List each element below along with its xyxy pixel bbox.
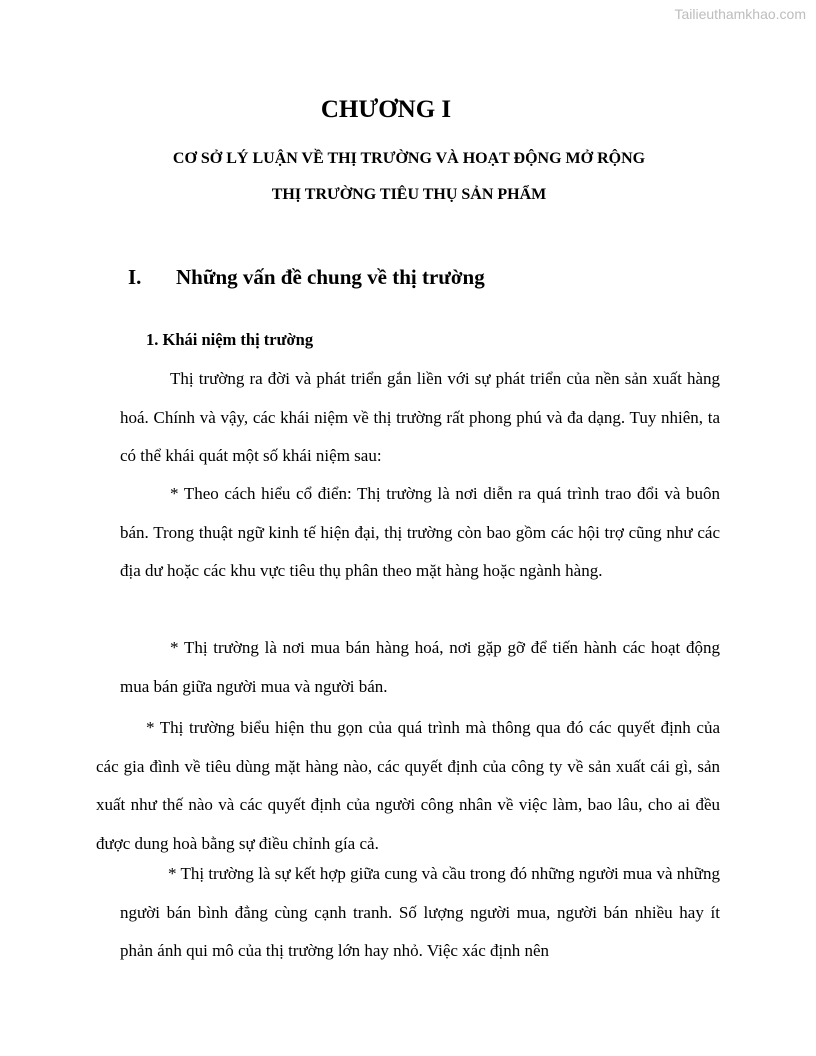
chapter-subtitle-line-1: CƠ SỞ LÝ LUẬN VỀ THỊ TRƯỜNG VÀ HOẠT ĐỘNG MỞ RỘNG [172, 150, 646, 167]
subsection-heading: 1. Khái niệm thị trường [146, 330, 314, 349]
paragraph-trading-place: * Thị trường là nơi mua bán hàng hoá, nơi gặp gỡ để tiến hành các hoạt động mua bán giữa người mua và người bán. [120, 638, 720, 696]
section-number: I. [128, 265, 142, 289]
paragraph-decision-process: * Thị trường biểu hiện thu gọn của quá trình mà thông qua đó các quyết định của các gia đình về tiêu dùng mặt hàng nào, các quyết định của công ty về sản xuất cái gì, sản xuất như thế nào và các quyết định của người công nhân về việc làm, bao lâu, cho ai đều được dung hoà bằng sự điều chỉnh gía cả. [96, 718, 720, 853]
paragraph-supply-demand: * Thị trường là sự kết hợp giữa cung và cầu trong đó những người mua và những người bán bình đẳng cùng cạnh tranh. Số lượng người mua, người bán nhiều hay ít phản ánh qui mô của thị trường lớn hay nhỏ. Việc xác định nên [120, 864, 720, 960]
paragraph-classical-definition: * Theo cách hiểu cổ điển: Thị trường là nơi diễn ra quá trình trao đổi và buôn bán. Trong thuật ngữ kinh tế hiện đại, thị trường còn bao gồm các hội trợ cũng như các địa dư hoặc các khu vực tiêu thụ phân theo mặt hàng hoặc ngành hàng. [120, 484, 720, 580]
watermark: Tailieuthamkhao.com [674, 6, 806, 22]
paragraph-intro: Thị trường ra đời và phát triển gắn liền với sự phát triển của nền sản xuất hàng hoá. Chính và vậy, các khái niệm về thị trường rất phong phú và đa dạng. Tuy nhiên, ta có thể khái quát một số khái niệm sau: [120, 369, 720, 465]
chapter-subtitle-line-2: THỊ TRƯỜNG TIÊU THỤ SẢN PHẨM [271, 186, 547, 203]
chapter-title: CHƯƠNG I [320, 96, 452, 123]
section-title: Những vấn đề chung về thị trường [176, 265, 485, 289]
